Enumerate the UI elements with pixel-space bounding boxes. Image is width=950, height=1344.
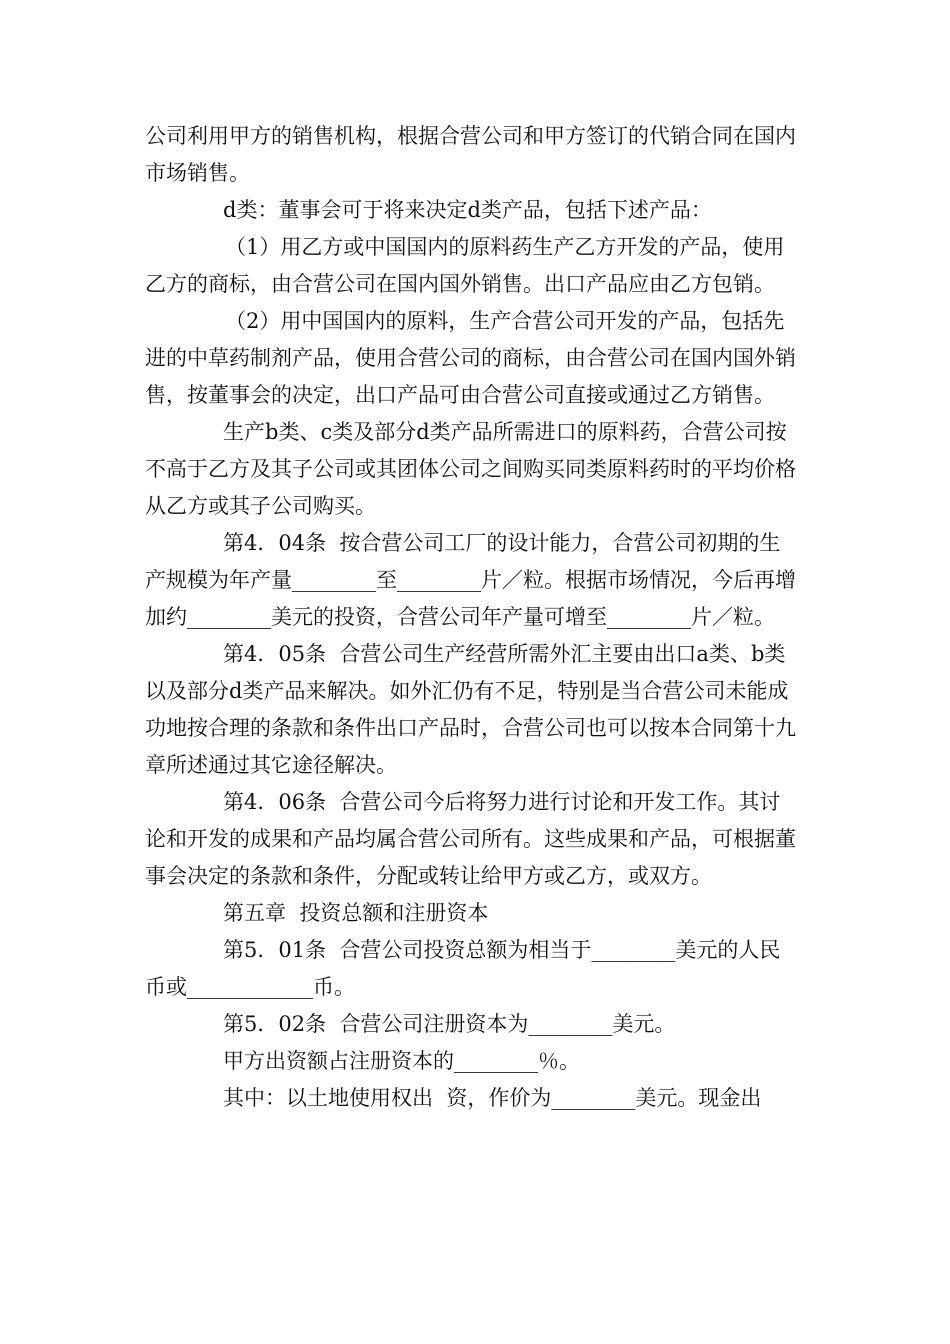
paragraph-land-use-contribution: 其中：以土地使用权出 资，作价为________美元。现金出 (223, 1086, 762, 1110)
paragraph-article-4-06: 第4．06条 合营公司今后将努力进行讨论和开发工作。其讨论和开发的成果和产品均属合营公司所有。这些成果和产品，可根据董事会决定的条款和条件，分配或转让给甲方或乙方，或双方。 (145, 790, 796, 888)
paragraph-class-d: d类：董事会可于将来决定d类产品，包括下述产品： (223, 198, 712, 222)
document-body (145, 118, 797, 1117)
paragraph-item-2: （2）用中国国内的原料，生产合营公司开发的产品，包括先进的中草药制剂产品，使用合营公司的商标，由合营公司在国内国外销售，按董事会的决定，出口产品可由合营公司直接或通过乙方销售。 (145, 309, 796, 407)
paragraph-article-4-04: 第4．04条 按合营公司工厂的设计能力，合营公司初期的生产规模为年产量________至________片／粒。根据市场情况，今后再增加约________美元的投资，合营公司年产量可增至________片／粒。 (145, 531, 796, 629)
chapter-5-heading: 第五章 投资总额和注册资本 (223, 901, 489, 925)
paragraph-article-5-02: 第5．02条 合营公司注册资本为________美元。 (223, 1012, 676, 1036)
paragraph-party-a-share: 甲方出资额占注册资本的________％。 (223, 1049, 580, 1073)
paragraph-article-4-05: 第4．05条 合营公司生产经营所需外汇主要由出口a类、b类以及部分d类产品来解决。如外汇仍有不足，特别是当合营公司未能成功地按合理的条款和条件出口产品时，合营公司也可以按本合同第十九章所述通过其它途径解决。 (145, 642, 796, 777)
paragraph-sales-continuation: 公司利用甲方的销售机构，根据合营公司和甲方签订的代销合同在国内市场销售。 (145, 124, 796, 185)
paragraph-raw-materials: 生产b类、c类及部分d类产品所需进口的原料药，合营公司按不高于乙方及其子公司或其团体公司之间购买同类原料药时的平均价格从乙方或其子公司购买。 (145, 420, 796, 518)
paragraph-item-1: （1）用乙方或中国国内的原料药生产乙方开发的产品，使用乙方的商标，由合营公司在国内国外销售。出口产品应由乙方包销。 (145, 235, 785, 296)
paragraph-article-5-01: 第5．01条 合营公司投资总额为相当于________美元的人民币或____________币。 (145, 938, 781, 999)
